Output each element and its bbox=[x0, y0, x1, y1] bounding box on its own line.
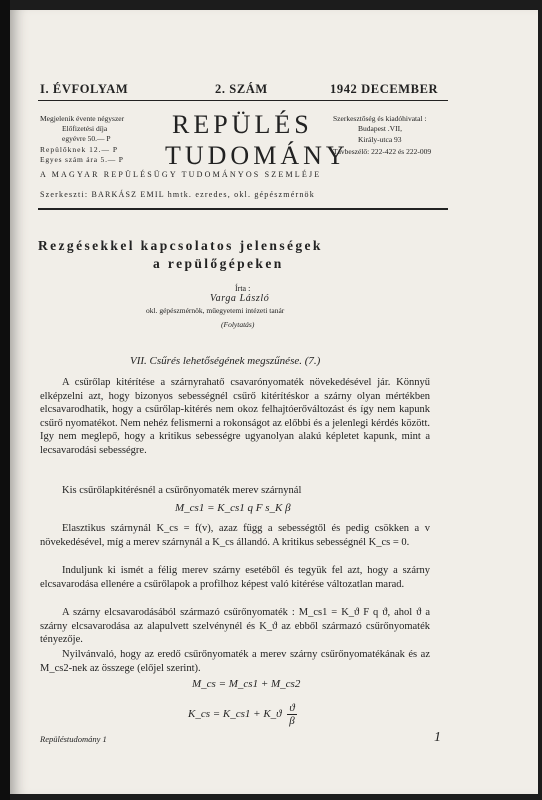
continued-note: (Folytatás) bbox=[221, 320, 255, 329]
issue-label: 2. SZÁM bbox=[215, 82, 268, 96]
volume-label: I. ÉVFOLYAM bbox=[40, 82, 129, 96]
right-info-1: Szerkesztőség és kiadóhivatal : bbox=[333, 114, 427, 123]
left-info-3: egyévre 50.— P bbox=[62, 134, 111, 143]
journal-subtitle: A MAGYAR REPÜLÉSÜGY TUDOMÁNYOS SZEMLÉJE bbox=[40, 170, 322, 179]
paragraph-3: Elasztikus szárnynál K_cs = f(v), azaz függ a sebességtől és pedig csökken a v növekedésével, míg a merev szárnynál a K_cs állandó. A kritikus sebességnél K_cs = 0. bbox=[40, 523, 430, 548]
journal-title-line2: TUDOMÁNY bbox=[165, 141, 349, 170]
article-title-line1: Rezgésekkel kapcsolatos jelenségek bbox=[38, 238, 323, 253]
article-title-line2: a repülőgépeken bbox=[153, 256, 284, 271]
formula-2: M_cs = M_cs1 + M_cs2 bbox=[192, 678, 301, 690]
formula-3 bbox=[188, 702, 297, 727]
right-info-4: Távbeszélő: 222-422 és 222-009 bbox=[333, 147, 432, 156]
paragraph-5: A szárny elcsavarodásából származó csűrőnyomaték : M_cs1 = K_ϑ F q ϑ, ahol ϑ a szárny elcsavarodása az alapulvett szelvénynél és K_ϑ az ebből származó csűrőnyomaték tényezője. bbox=[40, 607, 430, 645]
editor-line: Szerkeszti: BARKÁSZ EMIL hmtk. ezredes, okl. gépészmérnök bbox=[40, 190, 315, 199]
byline-label: Írta : bbox=[235, 284, 251, 293]
formula-3-denominator: β bbox=[289, 715, 295, 727]
header-rule-top bbox=[38, 100, 448, 101]
right-info-3: Király-utca 93 bbox=[358, 135, 402, 144]
paragraph-2: Kis csűrőlapkitérésnél a csűrőnyomaték merev szárnynál bbox=[62, 485, 302, 496]
page-number: 1 bbox=[434, 730, 441, 745]
paragraph-4: Induljunk ki ismét a félig merev szárny esetéből és tegyük fel azt, hogy a szárny elcsavarodása ellenére a csűrőlapok a profilhoz képest való kitérése változatlan marad. bbox=[40, 565, 430, 590]
footer-journal-name: Repüléstudomány 1 bbox=[40, 734, 107, 744]
date-label: 1942 DECEMBER bbox=[330, 82, 439, 96]
journal-title-line1: REPÜLÉS bbox=[172, 110, 313, 139]
book-spine-edge bbox=[0, 0, 10, 800]
author-name: Varga László bbox=[210, 293, 270, 304]
left-info-4: Repülőknek 12.— P bbox=[40, 145, 119, 154]
paragraph-6: Nyilvánvaló, hogy az eredő csűrőnyomaték a merev szárny csűrőnyomatékának és az M_cs2-nek az összege (előjel szerint). bbox=[40, 649, 430, 674]
left-info-5: Egyes szám ára 5.— P bbox=[40, 155, 124, 164]
right-info-2: Budapest .VII, bbox=[358, 124, 402, 133]
formula-3-fraction bbox=[287, 702, 296, 727]
journal-page bbox=[10, 10, 538, 794]
section-heading: VII. Csűrés lehetőségének megszűnése. (7.) bbox=[130, 355, 321, 367]
formula-3-lhs: K_cs = K_cs1 + K_ϑ bbox=[188, 708, 282, 721]
formula-3-numerator: ϑ bbox=[289, 702, 295, 714]
author-title: okl. gépészmérnök, műegyetemi intézeti tanár bbox=[146, 306, 285, 315]
header-rule-bottom bbox=[38, 208, 448, 210]
left-info-1: Megjelenik évente négyszer bbox=[40, 114, 125, 123]
paragraph-1: A csűrőlap kitérítése a szárnyrahatő csavarónyomaték növekedésével jár. Könnyű elképzelni azt, hogy bizonyos sebességnél csűrő kitérítéskor a szárny olyan mértékben elcsavarodhatik, hogy a csűrőlap-kitérés nem okoz felhajtóerőváltozást és így nem kapunk csűrő nyomatékot. Nem nehéz felismerni a rokonságot az előbbi és a jelenlegi kérdés között. Igy nem meglepő, hogy a kritikus sebességre ugyanolyan alakú képletet kapunk, mint a lecsavarodási sebességre. bbox=[40, 377, 430, 456]
left-info-2: Előfizetési díja bbox=[62, 124, 108, 133]
formula-1: M_cs1 = K_cs1 q F s_K β bbox=[175, 502, 291, 514]
